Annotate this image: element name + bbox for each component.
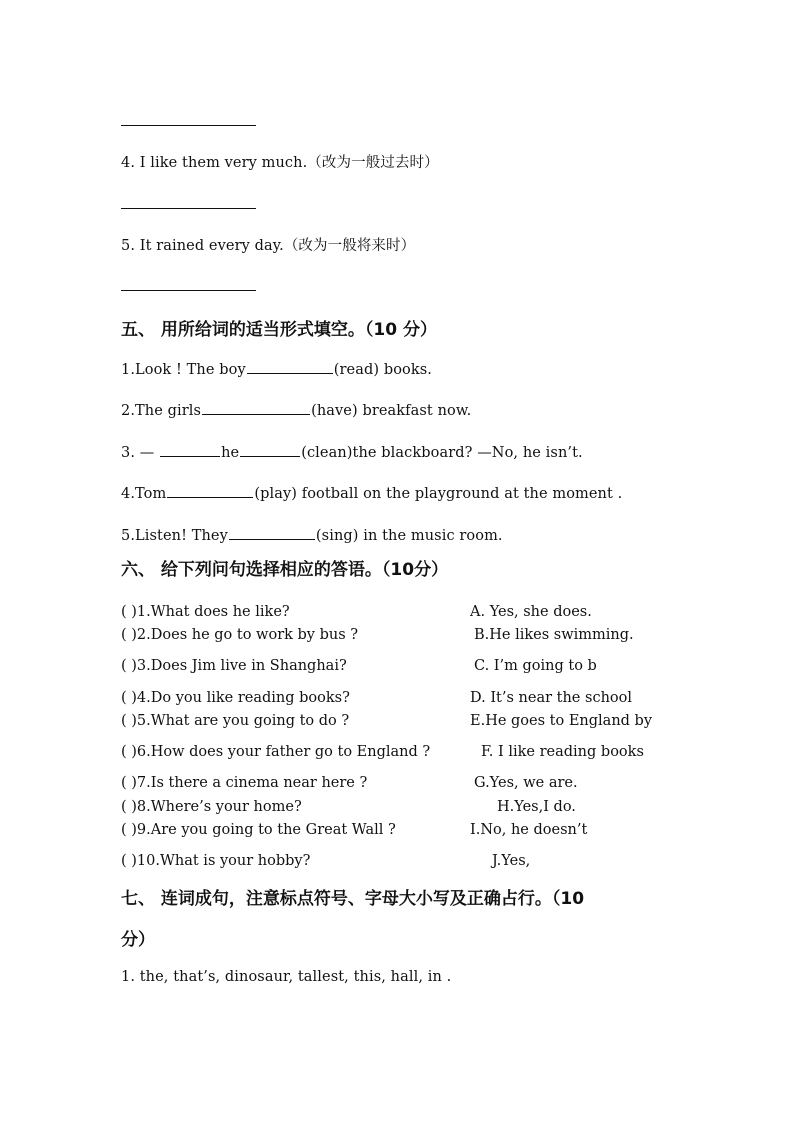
question-row: ( )7.Is there a cinema near here ? (121, 775, 368, 791)
question-row: ( )9.Are you going to the Great Wall ? (121, 822, 396, 838)
fill-blank[interactable] (240, 442, 300, 457)
section-6-heading: 六、 给下列问句选择相应的答语。（10分） (121, 560, 449, 580)
fill-item-text: 5.Listen! They (121, 528, 228, 544)
answer-option: J.Yes, (492, 853, 531, 869)
fill-item-text: 1.Look ! The boy (121, 362, 246, 378)
answer-line[interactable] (121, 208, 256, 209)
fill-item-text: (read) books. (333, 362, 433, 378)
fill-item-3 (121, 442, 583, 461)
question-row: ( )8.Where’s your home? (121, 799, 302, 815)
answer-option: E.He goes to England by (470, 713, 653, 729)
fill-item-4 (121, 483, 622, 502)
answer-option: G.Yes, we are. (474, 775, 578, 791)
answer-line[interactable] (121, 125, 256, 126)
question-row: ( )3.Does Jim live in Shanghai? (121, 658, 347, 674)
answer-line[interactable] (121, 290, 256, 291)
fill-item-5 (121, 525, 503, 544)
question-row: ( )10.What is your hobby? (121, 853, 311, 869)
question-row: ( )1.What does he like? (121, 604, 290, 620)
fill-blank[interactable] (229, 525, 315, 540)
fill-item-text: (clean)the blackboard? —No, he isn’t. (301, 445, 583, 461)
question-row: ( )4.Do you like reading books? (121, 690, 350, 706)
fill-item-text: 2.The girls (121, 403, 202, 419)
fill-item-text: (sing) in the music room. (315, 528, 503, 544)
section-7-heading: 七、 连词成句，注意标点符号、字母大小写及正确占行。（10 (121, 889, 585, 909)
answer-option: D. It’s near the school (470, 690, 632, 706)
question-4: 4. I like them very much.（改为一般过去时） (121, 155, 439, 171)
fill-item-2 (121, 400, 471, 419)
fill-item-text: (have) breakfast now. (311, 403, 472, 419)
fill-item-text: 4.Tom (121, 486, 167, 502)
answer-option: C. I’m going to b (474, 658, 597, 674)
question-5: 5. It rained every day.（改为一般将来时） (121, 238, 416, 254)
answer-option: A. Yes, she does. (470, 604, 592, 620)
question-row: ( )2.Does he go to work by bus ? (121, 627, 359, 643)
fill-item-text: 3. — (121, 445, 160, 461)
fill-blank[interactable] (167, 483, 253, 498)
section-7-heading-cont: 分） (121, 930, 155, 950)
fill-item-1 (121, 359, 432, 378)
fill-item-text: (play) football on the playground at the moment . (254, 486, 623, 502)
fill-blank[interactable] (247, 359, 333, 374)
question-row: ( )6.How does your father go to England ? (121, 744, 431, 760)
answer-option: F. I like reading books (481, 744, 644, 760)
section-5-heading: 五、 用所给词的适当形式填空。（10 分） (121, 320, 437, 340)
answer-option: H.Yes,I do. (497, 799, 576, 815)
reorder-item-1: 1. the, that’s, dinosaur, tallest, this, hall, in . (121, 969, 452, 985)
answer-option: I.No, he doesn’t (470, 822, 588, 838)
fill-blank[interactable] (160, 442, 220, 457)
fill-item-text: he (221, 445, 240, 461)
fill-blank[interactable] (202, 400, 310, 415)
question-row: ( )5.What are you going to do ? (121, 713, 350, 729)
answer-option: B.He likes swimming. (474, 627, 634, 643)
